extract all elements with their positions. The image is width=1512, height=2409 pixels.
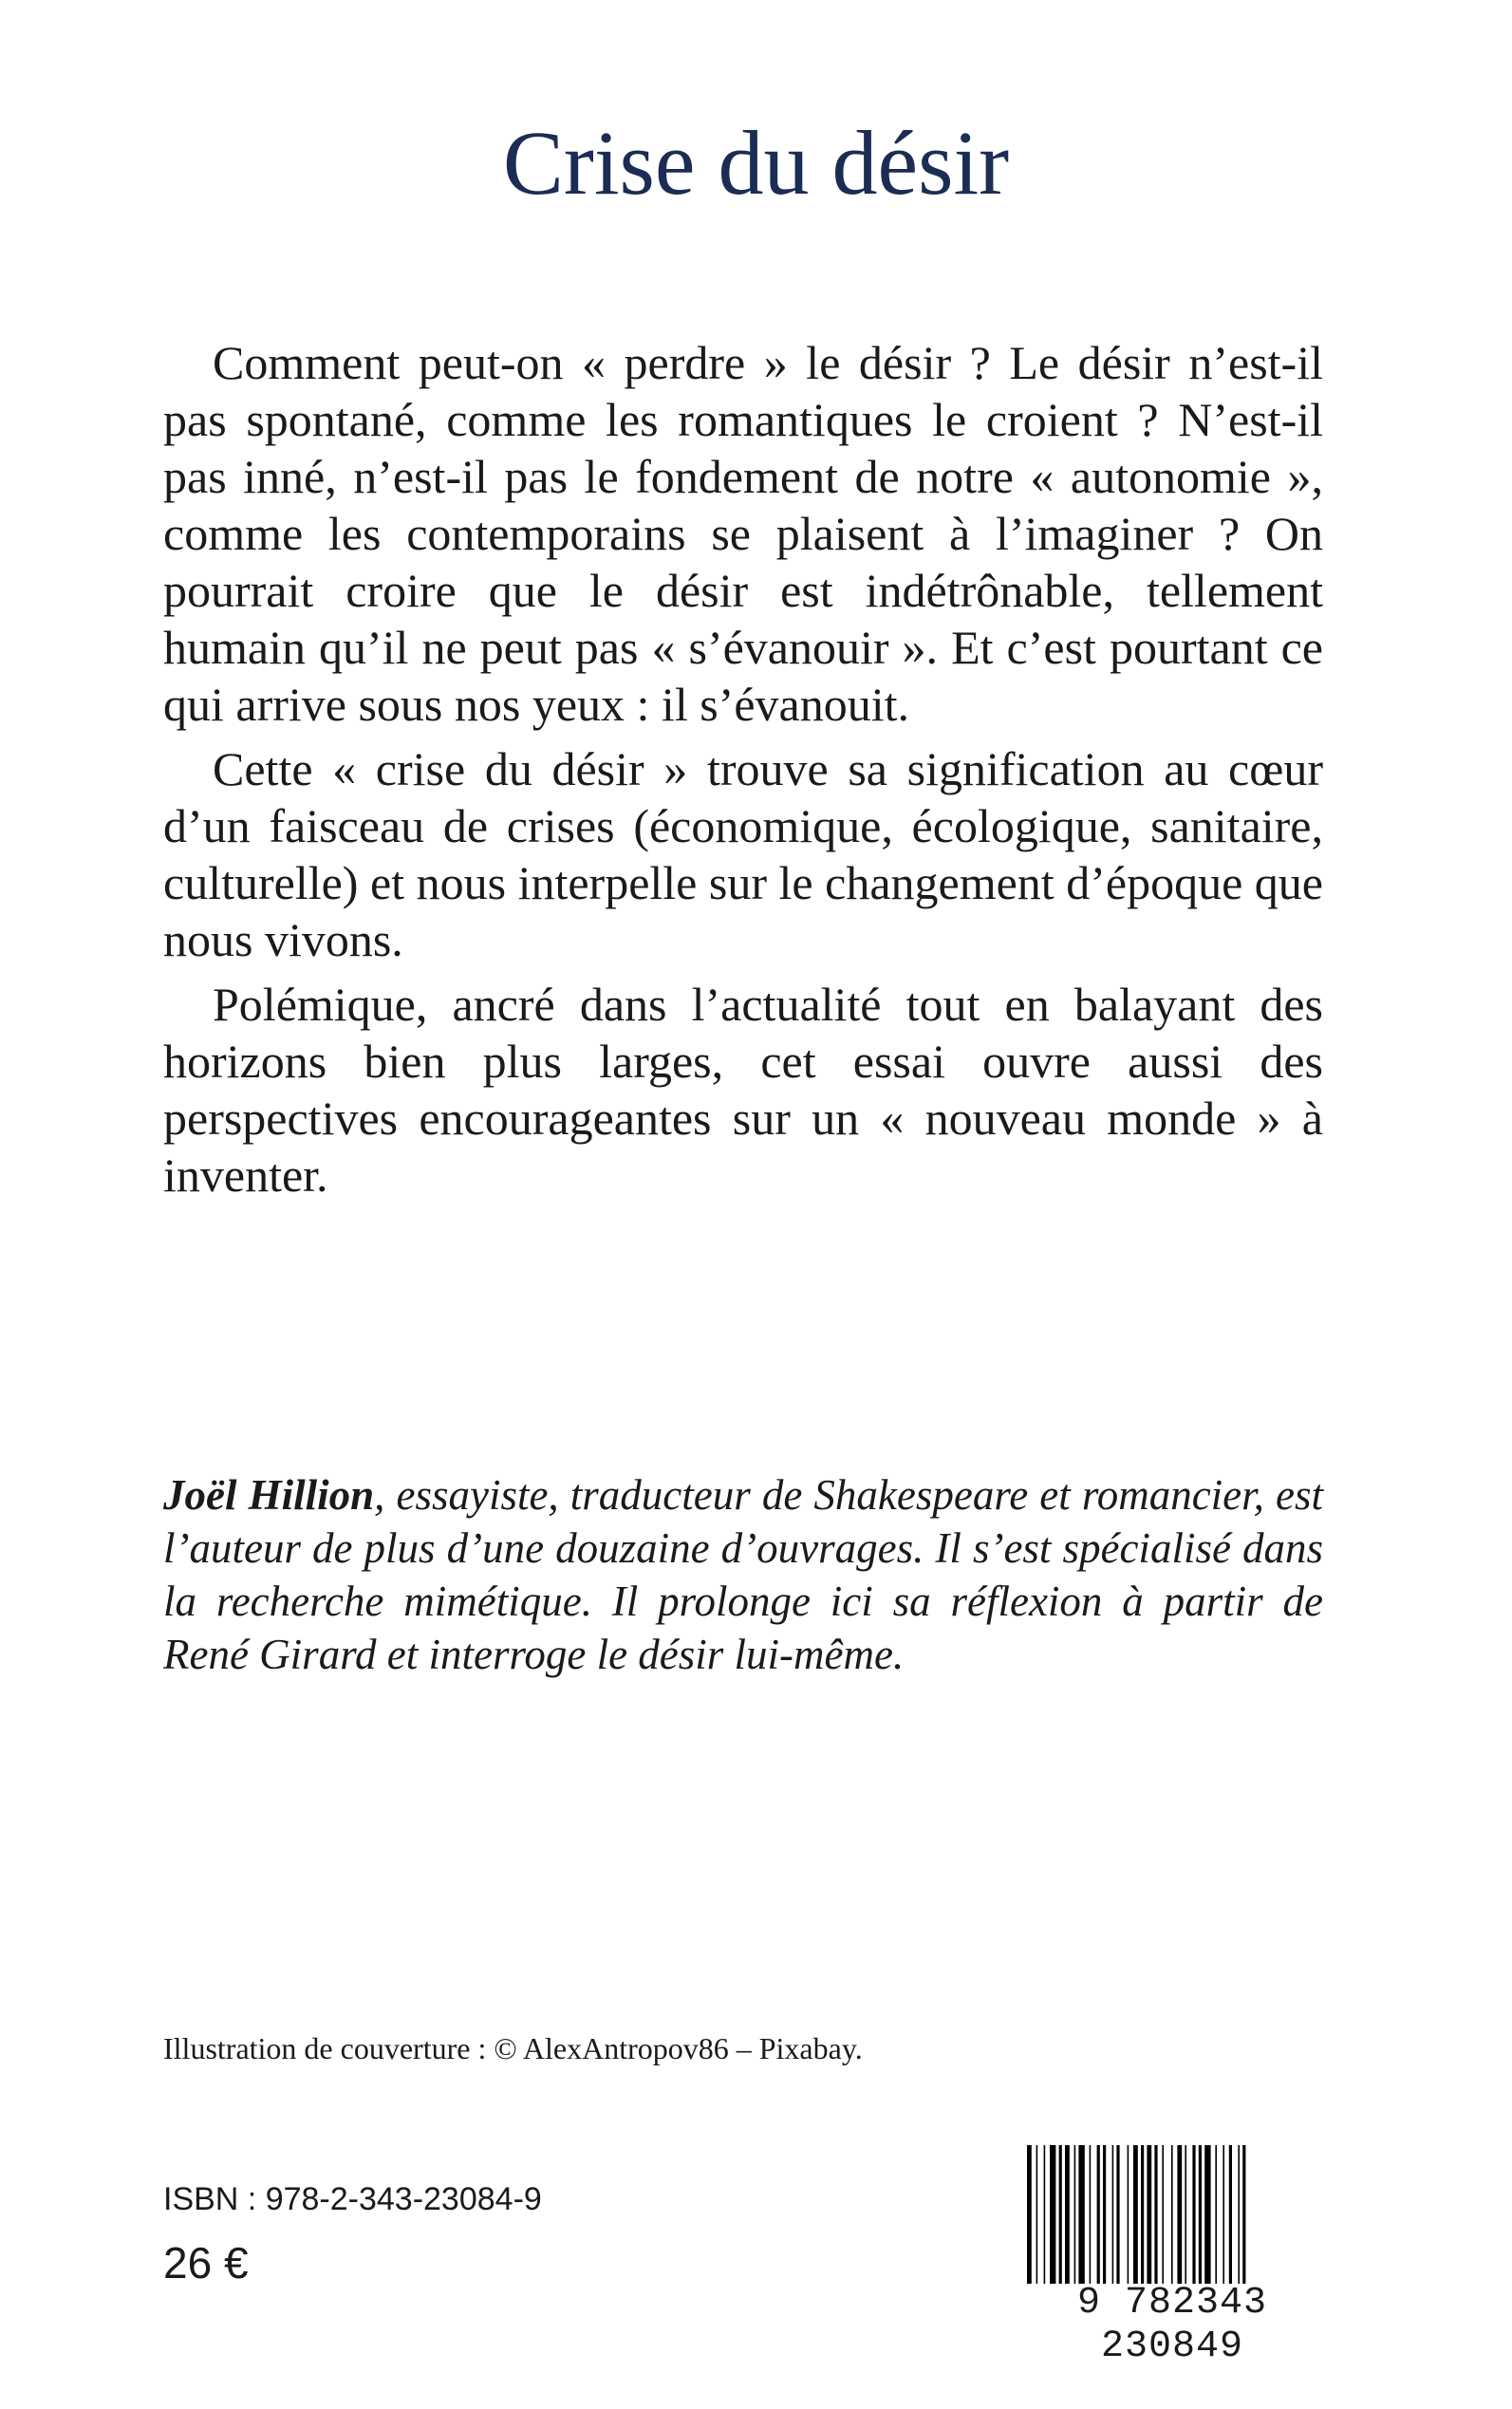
barcode-bar <box>1204 2145 1210 2284</box>
author-bio-text: , essayiste, traducteur de Shakespeare et romancier, est l’auteur de plus d’une douzaine d’ouvrages. Il s’est spécialisé dans la recherche mimétique. Il prolonge ici sa réflexion à partir de René Girard et interroge le désir lui-même. <box>163 1471 1324 1678</box>
blurb-paragraph: Comment peut-on « perdre » le désir ? Le désir n’est-il pas spontané, comme les romantiques le croient ? N’est-il pas inné, n’est-il pas le fondement de notre « autonomie », comme les contemporains se plaisent à l’imaginer ? On pourrait croire que le désir est indétrônable, tellement humain qu’il ne peut pas « s’évanouir ». Et c’est pourtant ce qui arrive sous nos yeux : il s’évanouit. <box>163 336 1323 731</box>
barcode-bar <box>1177 2145 1182 2284</box>
barcode-bar <box>1171 2145 1173 2284</box>
blurb-paragraph: Cette « crise du désir » trouve sa signification au cœur d’un faisceau de crises (économique, écologique, sanitaire, culturelle) et nous interpelle sur le changement d’époque que nous vivons. <box>163 742 1323 966</box>
barcode-bar <box>1116 2145 1119 2284</box>
barcode-bar <box>1199 2145 1202 2284</box>
barcode-bar <box>1027 2145 1032 2284</box>
barcode-bar <box>1044 2145 1046 2284</box>
barcode-bar <box>1036 2145 1038 2284</box>
barcode-bar <box>1229 2145 1232 2284</box>
barcode-bar <box>1133 2145 1138 2284</box>
barcode-bar <box>1065 2145 1070 2284</box>
isbn: ISBN : 978-2-343-23084-9 <box>163 2181 542 2217</box>
barcode-bar <box>1112 2145 1114 2284</box>
barcode-bar <box>1215 2145 1217 2284</box>
barcode-bar <box>1147 2145 1151 2284</box>
back-cover-blurb <box>163 334 1323 1211</box>
blurb-paragraph: Polémique, ancré dans l’actualité tout en balayant des horizons bien plus larges, cet essai ouvre aussi des perspectives encourageantes sur un « nouveau monde » à inventer. <box>163 978 1323 1202</box>
barcode-bar <box>1128 2145 1129 2284</box>
barcode-bar <box>1242 2145 1245 2284</box>
barcode-bar <box>1192 2145 1195 2284</box>
price: 26 € <box>163 2238 249 2288</box>
barcode-bar <box>1097 2145 1100 2284</box>
barcode-icon <box>1025 2145 1319 2284</box>
barcode-bar <box>1059 2145 1062 2284</box>
barcode-bar <box>1223 2145 1224 2284</box>
barcode-digits: 9 782343 230849 <box>1076 2282 1268 2368</box>
illustration-credit: Illustration de couverture : © AlexAntropov86 – Pixabay. <box>163 2031 863 2065</box>
barcode-bar <box>1141 2145 1144 2284</box>
barcode-bar <box>1238 2145 1240 2284</box>
barcode-bar <box>1185 2145 1186 2284</box>
barcode-bar <box>1103 2145 1106 2284</box>
barcode-bar <box>1090 2145 1092 2284</box>
book-title: Crise du désir <box>502 112 1010 214</box>
barcode-bar <box>1154 2145 1157 2284</box>
author-name: Joël Hillion <box>163 1471 375 1519</box>
author-bio <box>163 1468 1323 1681</box>
barcode-bar <box>1078 2145 1084 2284</box>
barcode-bar <box>1162 2145 1164 2284</box>
barcode-bar <box>1050 2145 1055 2284</box>
barcode <box>1014 2143 1331 2368</box>
barcode-bar <box>1074 2145 1076 2284</box>
